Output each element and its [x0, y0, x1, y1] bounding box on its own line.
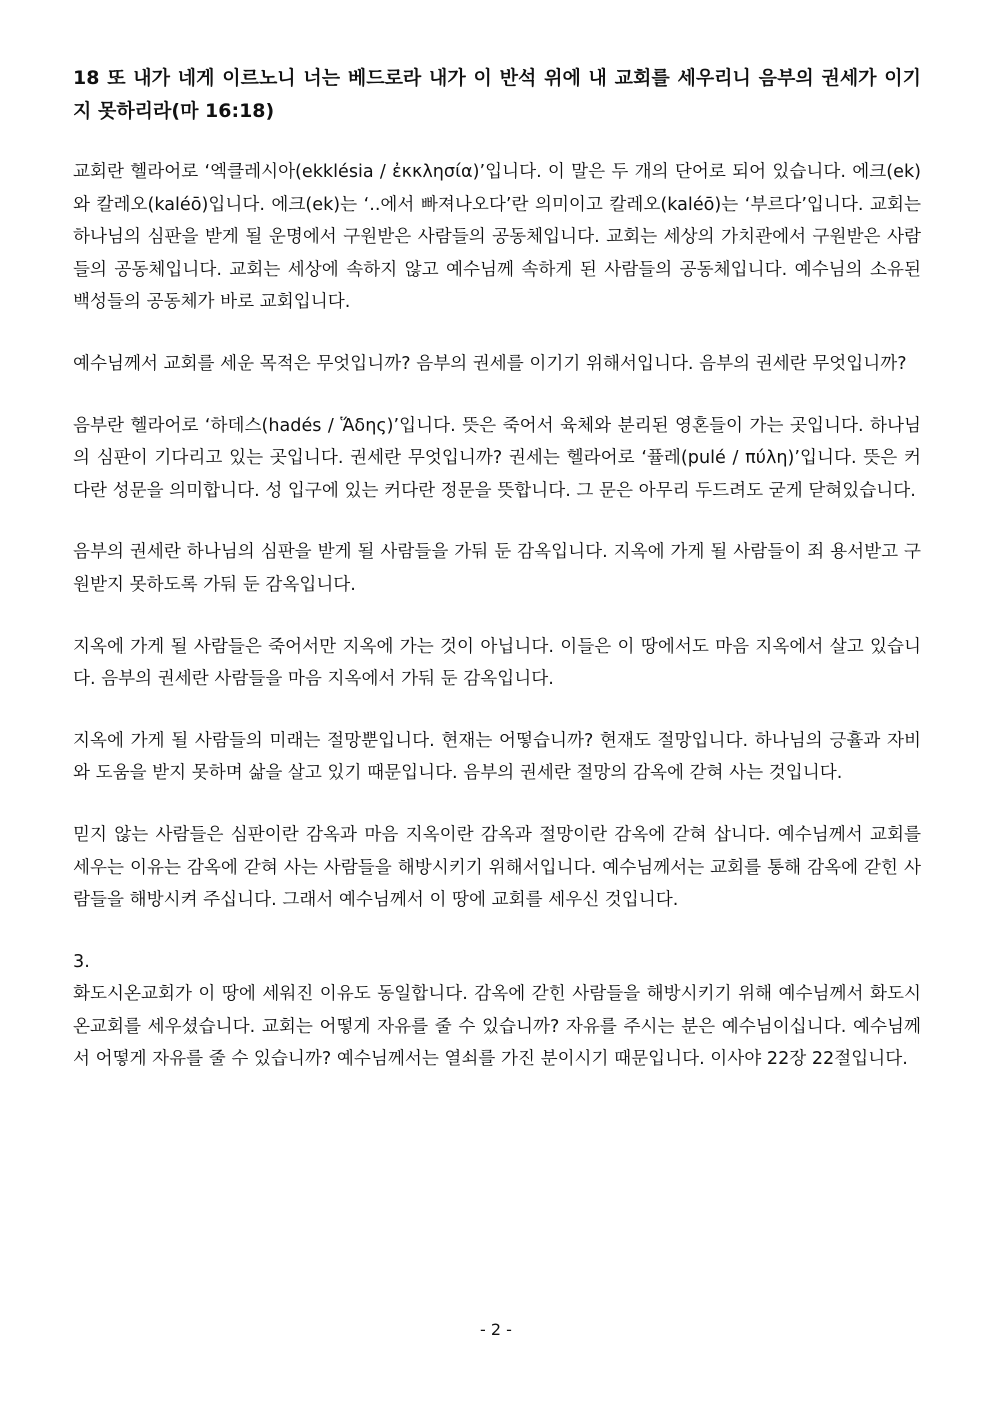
paragraph-heart-hell: 지옥에 가게 될 사람들은 죽어서만 지옥에 가는 것이 아닙니다. 이들은 이 땅에서도 마음 지옥에서 살고 있습니다. 음부의 권세란 사람들을 마음 지옥에서 가둬 둔 감옥입니다. [73, 636, 921, 690]
scripture-heading: 18 또 내가 네게 이르노니 너는 베드로라 내가 이 반석 위에 내 교회를 세우리니 음부의 권세가 이기지 못하리라(마 16:18) [73, 67, 921, 122]
page-number: - 2 - [480, 1320, 512, 1339]
paragraph-purpose: 예수님께서 교회를 세운 목적은 무엇입니까? 음부의 권세를 이기기 위해서입니다. 음부의 권세란 무엇입니까? [73, 353, 907, 374]
paragraph-hades: 음부란 헬라어로 ‘하데스(hadés / Ἅδης)’입니다. 뜻은 죽어서 육체와 분리된 영혼들이 가는 곳입니다. 하나님의 심판이 기다리고 있는 곳입니다. 권세란 무엇입니까? 권세는 헬라어로 ‘퓰레(pulé / πύλη)’입니다. 뜻은 커다란 성문을 의미합니다. 성 입구에 있는 커다란 정문을 뜻합니다. 그 문은 아무리 두드려도 굳게 닫혀있습니다. [73, 415, 921, 501]
section-number: 3. [73, 951, 90, 972]
paragraph-ekklesia: 교회란 헬라어로 ‘엑클레시아(ekklésia / ἐκκλησία)’입니다. 이 말은 두 개의 단어로 되어 있습니다. 에크(ek)와 칼레오(kaléō)입니다. 에크(ek)는 ‘..에서 빠져나오다’란 의미이고 칼레오(kaléō)는 ‘부르다’입니다. 교회는 하나님의 심판을 받게 될 운명에서 구원받은 사람들의 공동체입니다. 교회는 세상의 가치관에서 구원받은 사람들의 공동체입니다. 교회는 세상에 속하지 않고 예수님께 속하게 된 사람들의 공동체입니다. 예수님의 소유된 백성들의 공동체가 바로 교회입니다. [73, 162, 921, 313]
paragraph-church-reason: 화도시온교회가 이 땅에 세워진 이유도 동일합니다. 감옥에 갇힌 사람들을 해방시키기 위해 예수님께서 화도시온교회를 세우셨습니다. 교회는 어떻게 자유를 줄 수 있습니까? 자유를 주시는 분은 예수님이십니다. 예수님께서 어떻게 자유를 줄 수 있습니까? 예수님께서는 열쇠를 가진 분이시기 때문입니다. 이사야 22장 22절입니다. [73, 984, 921, 1070]
paragraph-despair: 지옥에 가게 될 사람들의 미래는 절망뿐입니다. 현재는 어떻습니까? 현재도 절망입니다. 하나님의 긍휼과 자비와 도움을 받지 못하며 삶을 살고 있기 때문입니다. 음부의 권세란 절망의 감옥에 갇혀 사는 것입니다. [73, 730, 921, 784]
document-page [73, 62, 921, 1105]
paragraph-liberation: 믿지 않는 사람들은 심판이란 감옥과 마음 지옥이란 감옥과 절망이란 감옥에 갇혀 삽니다. 예수님께서 교회를 세우는 이유는 감옥에 갇혀 사는 사람들을 해방시키기 위해서입니다. 예수님께서는 교회를 통해 감옥에 갇힌 사람들을 해방시켜 주십니다. 그래서 예수님께서 이 땅에 교회를 세우신 것입니다. [73, 824, 921, 911]
paragraph-prison: 음부의 권세란 하나님의 심판을 받게 될 사람들을 가둬 둔 감옥입니다. 지옥에 가게 될 사람들이 죄 용서받고 구원받지 못하도록 가둬 둔 감옥입니다. [73, 542, 921, 595]
